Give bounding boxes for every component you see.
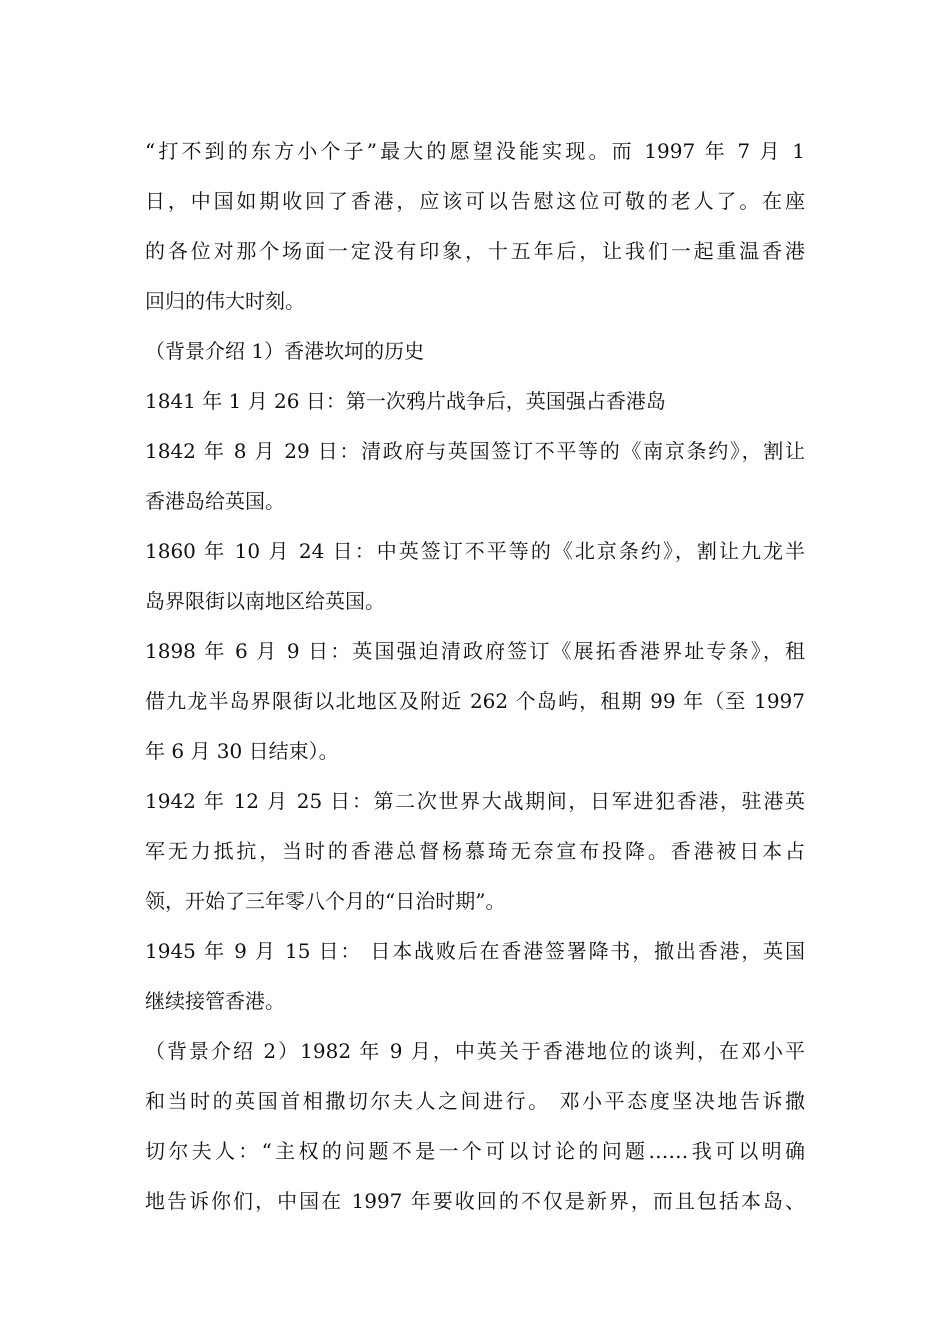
document-body (145, 126, 805, 1226)
text-line: 军无力抵抗，当时的香港总督杨慕琦无奈宣布投降。香港被日本占 (145, 839, 805, 863)
text-line: 领，开始了三年零八个月的“日治时期”。 (145, 889, 506, 913)
timeline-entry: 1841 年 1 月 26 日：第一次鸦片战争后，英国强占香港岛 (145, 389, 666, 413)
text-line: 香港岛给英国。 (145, 489, 285, 513)
section-heading: （背景介绍 1）香港坎坷的历史 (145, 339, 425, 363)
text-line: 借九龙半岛界限街以北地区及附近 262 个岛屿，租期 99 年（至 1997 (145, 689, 805, 713)
section-heading: （背景介绍 2）1982 年 9 月，中英关于香港地位的谈判，在邓小平 (145, 1039, 805, 1063)
text-line: 岛界限街以南地区给英国。 (145, 589, 385, 613)
text-line: 和当时的英国首相撒切尔夫人之间进行。 邓小平态度坚决地告诉撒 (145, 1089, 805, 1113)
text-line: 继续接管香港。 (145, 989, 285, 1013)
text-line: “打不到的东方小个子”最大的愿望没能实现。而 1997 年 7 月 1 (145, 139, 805, 163)
text-line: 日，中国如期收回了香港，应该可以告慰这位可敬的老人了。在座 (145, 189, 805, 213)
text-line: 回归的伟大时刻。 (145, 289, 305, 313)
timeline-entry: 1842 年 8 月 29 日：清政府与英国签订不平等的《南京条约》，割让 (145, 439, 805, 463)
text-line: 的各位对那个场面一定没有印象，十五年后，让我们一起重温香港 (145, 239, 805, 263)
text-line: 地告诉你们，中国在 1997 年要收回的不仅是新界，而且包括本岛、 (145, 1189, 805, 1213)
timeline-entry: 1945 年 9 月 15 日： 日本战败后在香港签署降书，撤出香港，英国 (145, 939, 805, 963)
timeline-entry: 1860 年 10 月 24 日：中英签订不平等的《北京条约》，割让九龙半 (145, 539, 805, 563)
text-line: 年 6 月 30 日结束）。 (145, 739, 339, 763)
text-line: 切尔夫人：“主权的问题不是一个可以讨论的问题……我可以明确 (145, 1139, 805, 1163)
timeline-entry: 1898 年 6 月 9 日：英国强迫清政府签订《展拓香港界址专条》，租 (145, 639, 805, 663)
timeline-entry: 1942 年 12 月 25 日：第二次世界大战期间，日军进犯香港，驻港英 (145, 789, 805, 813)
